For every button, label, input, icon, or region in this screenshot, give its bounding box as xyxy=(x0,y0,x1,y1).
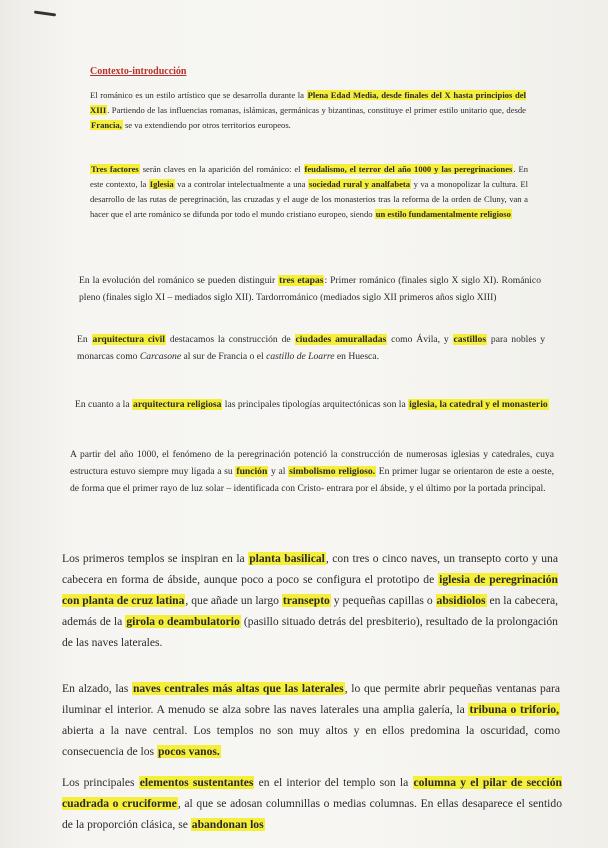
section-heading: Contexto-introducción xyxy=(90,66,187,77)
text: serán claves en la aparición del románico: el xyxy=(139,164,304,174)
text: En la evolución del románico se pueden distinguir xyxy=(79,275,279,286)
highlight: función xyxy=(236,466,268,477)
paragraph-elevation xyxy=(62,678,560,762)
text: se va extendiendo por otros territorios europeos. xyxy=(122,120,291,130)
text: (pasillo situado detrás del presbiterio), resultado de la prolongación de las naves laterales. xyxy=(62,615,558,649)
highlight: iglesia de peregrinación con planta de cruz latina xyxy=(62,573,558,607)
paragraph-temples xyxy=(62,548,558,653)
italic-text: Carcasone xyxy=(139,351,182,362)
text: , lo que permite abrir pequeñas ventanas para iluminar el interior. A menudo se alza sobre las naves laterales una amplia galería, la xyxy=(62,682,561,716)
highlight: pocos vanos. xyxy=(157,745,220,758)
highlight: arquitectura civil xyxy=(92,334,165,345)
text: al sur de Francia o el xyxy=(181,351,267,362)
highlight: elementos sustentantes xyxy=(139,776,254,789)
highlight: castillos xyxy=(453,334,487,345)
paragraph-factors xyxy=(90,162,528,222)
highlight: feudalismo, el terror del año 1000 y las peregrinaciones xyxy=(304,164,513,174)
highlight: absidiolos xyxy=(436,594,486,607)
highlight: transepto xyxy=(282,594,330,607)
highlight: Iglesia xyxy=(149,179,174,189)
paragraph-religious xyxy=(75,396,549,413)
text: . En este contexto, la xyxy=(90,164,528,189)
text: El románico es un estilo artístico que se desarrolla durante la xyxy=(90,90,307,100)
highlight: Plena Edad Media, desde finales del X hasta principios del XIII xyxy=(90,90,526,115)
highlight: naves centrales más altas que las laterales xyxy=(132,682,344,695)
paragraph-intro xyxy=(90,88,526,133)
text: y va a monopolizar la cultura. El desarrollo de las rutas de peregrinación, las cruzadas y el auge de los monasterios tras la reforma de la orden de Cluny, van a hacer que el arte románico se difunda por todo el mundo cristiano europeo, siendo xyxy=(90,179,528,219)
paragraph-supports xyxy=(62,772,562,835)
italic-text: castillo de Loarre xyxy=(266,351,335,362)
highlight: simbolismo religioso. xyxy=(289,466,376,477)
text: En alzado, las xyxy=(62,682,132,695)
text: las principales tipologías arquitectónicas son la xyxy=(222,399,409,410)
pen-mark xyxy=(34,10,56,16)
highlight: un estilo fundamentalmente religioso xyxy=(375,209,511,219)
highlight: sociedad rural y analfabeta xyxy=(309,179,411,189)
highlight: planta basilical xyxy=(249,552,325,565)
text: Los principales xyxy=(62,776,139,789)
highlight: columna y el pilar de sección cuadrada o cruciforme xyxy=(62,776,562,810)
text: , con tres o cinco naves, un transepto corto y una cabecera en forma de ábside, aunque poco a poco se configura el prototipo de xyxy=(62,552,558,586)
text: y al xyxy=(268,466,289,477)
text: abierta a la nave central. Los templos no son muy altos y en ellos predomina la oscuridad, como consecuencia de los xyxy=(62,724,560,758)
text: y pequeñas capillas o xyxy=(330,594,436,607)
text: : Primer románico (finales siglo X siglo XI). Románico pleno (finales siglo XI – mediados siglo XII). Tardorrománico (mediados siglo XII primeros años siglo XIII) xyxy=(79,275,541,303)
text: como Ávila, y xyxy=(387,334,453,345)
highlight: Francia, xyxy=(91,120,122,130)
text: va a controlar intelectualmente a una xyxy=(174,179,309,189)
text: destacamos la construcción de xyxy=(165,334,295,345)
paragraph-civil xyxy=(77,331,545,365)
highlight: Tres factores xyxy=(91,164,139,174)
paragraph-pilgrimage xyxy=(70,446,554,497)
text: , al que se adosan columnillas o medias columnas. En ellas desaparece el sentido de la proporción clásica, se xyxy=(62,797,562,831)
highlight: arquitectura religiosa xyxy=(133,399,222,410)
text: A partir del año 1000, el fenómeno de la peregrinación potenció la construcción de numerosas iglesias y catedrales, cuya estructura estuvo siempre muy ligada a su xyxy=(70,449,554,477)
highlight: tribuna o triforio, xyxy=(469,703,559,716)
text: en Huesca. xyxy=(334,351,379,362)
highlight: abandonan los xyxy=(191,818,264,831)
highlight: girola o deambulatorio xyxy=(126,615,240,628)
text: en el interior del templo son la xyxy=(254,776,413,789)
text: En primer lugar se orientaron de este a oeste, de forma que el primer rayo de luz solar – identificada con Cristo- entrara por el ábside, y el último por la portada principal. xyxy=(70,466,554,494)
paragraph-stages xyxy=(79,272,541,306)
text: Los primeros templos se inspiran en la xyxy=(62,552,249,565)
text: en la cabecera, además de la xyxy=(62,594,558,628)
text: En xyxy=(77,334,92,345)
text: En cuanto a la xyxy=(75,399,133,410)
highlight: ciudades amuralladas xyxy=(295,334,387,345)
text: , que añade un largo xyxy=(185,594,282,607)
text: . Partiendo de las influencias romanas, islámicas, germánicas y bizantinas, constituye el primer estilo unitario que, desde xyxy=(107,105,526,115)
highlight: iglesia, la catedral y el monasterio xyxy=(409,399,548,410)
highlight: tres etapas xyxy=(279,275,324,286)
text: para nobles y monarcas como xyxy=(77,334,546,362)
